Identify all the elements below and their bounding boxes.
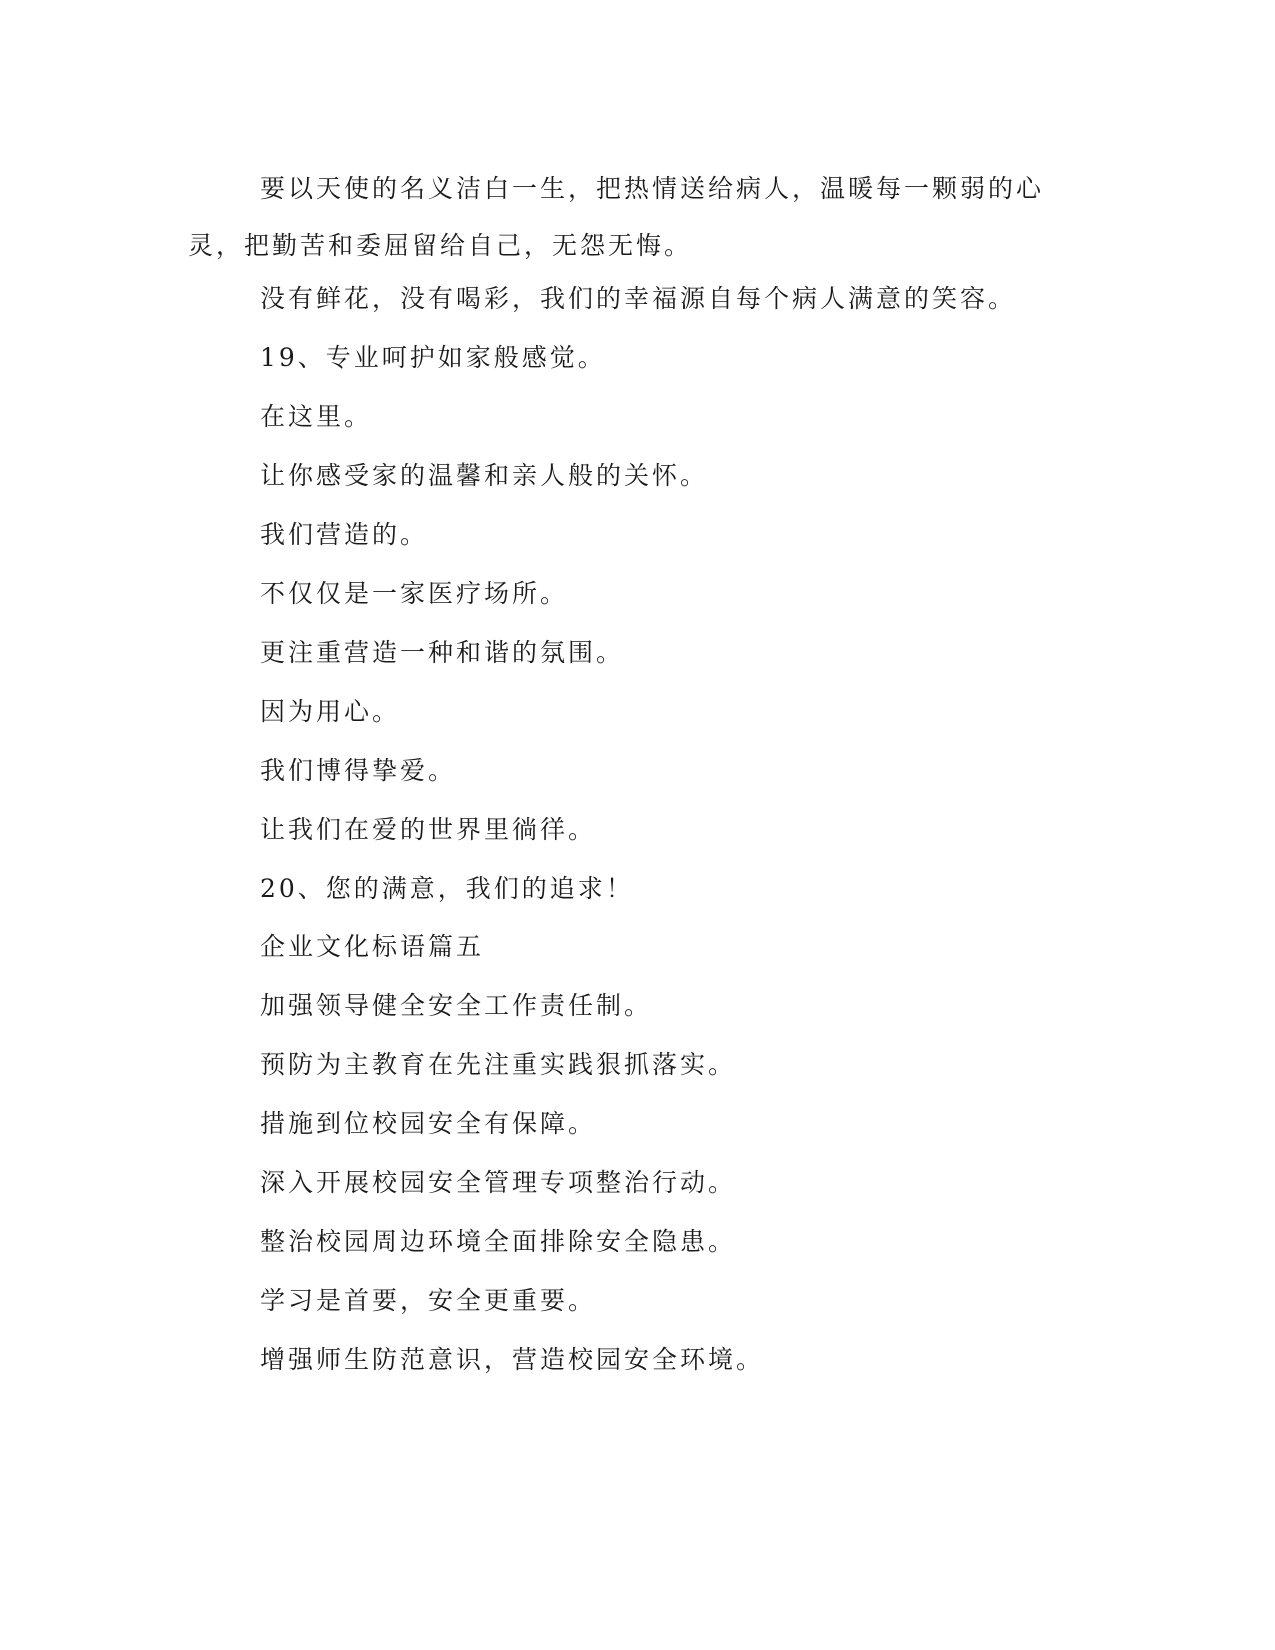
paragraph-line: 20、您的满意，我们的追求！ — [260, 874, 634, 903]
paragraph-line: 学习是首要，安全更重要。 — [260, 1286, 597, 1315]
paragraph-angel — [188, 160, 1088, 274]
paragraph-line: 整治校园周边环境全面排除安全隐患。 — [260, 1227, 737, 1256]
paragraph-line: 因为用心。 — [260, 697, 401, 726]
paragraph-line: 不仅仅是一家医疗场所。 — [260, 579, 569, 608]
paragraph-line: 在这里。 — [260, 402, 373, 431]
paragraph-line: 深入开展校园安全管理专项整治行动。 — [260, 1168, 737, 1197]
paragraph-line: 措施到位校园安全有保障。 — [260, 1109, 597, 1138]
paragraph-line: 加强领导健全安全工作责任制。 — [260, 991, 653, 1020]
section-heading: 企业文化标语篇五 — [260, 932, 485, 961]
paragraph-line: 预防为主教育在先注重实践狠抓落实。 — [260, 1050, 737, 1079]
paragraph-line: 灵，把勤苦和委屈留给自己，无怨无悔。 — [188, 231, 693, 260]
paragraph-line: 我们营造的。 — [260, 520, 429, 549]
paragraph-line: 更注重营造一种和谐的氛围。 — [260, 638, 625, 667]
paragraph-line: 19、专业呵护如家般感觉。 — [260, 343, 606, 372]
paragraph-line: 我们博得挚爱。 — [260, 756, 457, 785]
paragraph-line: 要以天使的名义洁白一生，把热情送给病人，温暖每一颗弱的心 — [260, 174, 1045, 203]
paragraph-line: 让我们在爱的世界里徜徉。 — [260, 815, 597, 844]
paragraph-line: 让你感受家的温馨和亲人般的关怀。 — [260, 461, 709, 490]
paragraph-line: 没有鲜花，没有喝彩，我们的幸福源自每个病人满意的笑容。 — [260, 284, 1017, 313]
paragraph-line: 增强师生防范意识，营造校园安全环境。 — [260, 1345, 765, 1374]
